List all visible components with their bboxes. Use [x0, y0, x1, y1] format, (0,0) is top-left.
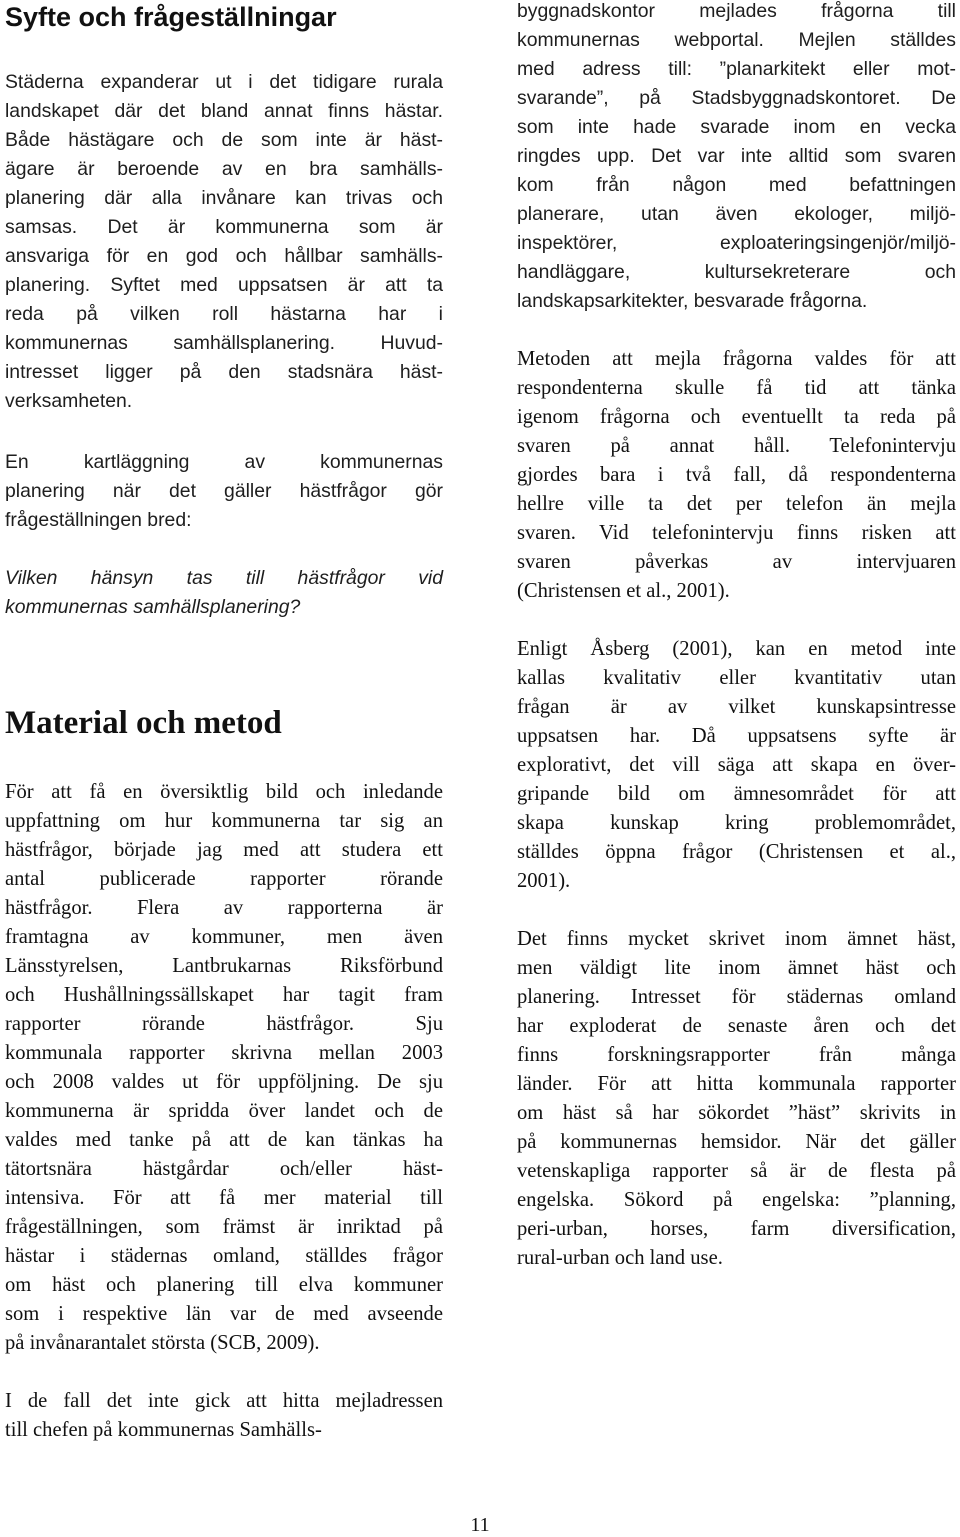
text-line: En kartläggning av kommunernas [5, 451, 443, 473]
text-line: peri-urban, horses, farm diversification, [517, 1218, 956, 1240]
text-line: på kommunernas hemsidor. När det gäller [517, 1131, 956, 1153]
text-line: hellre ville ta det per telefon än mejla [517, 493, 956, 515]
text-line: om häst så har sökordet ”häst” skrivits in [517, 1102, 956, 1124]
text-line: För att få en översiktlig bild och inledande [5, 781, 443, 803]
text-line: länder. För att hitta kommunala rapporter [517, 1073, 956, 1095]
text-line: respondenterna skulle få tid att tänka [517, 377, 956, 399]
text-line: handläggare, kultursekreterare och [517, 261, 956, 283]
text-line: planerare, utan även ekologer, miljö- [517, 203, 956, 225]
text-line: hästar i städernas omland, ställdes frågor [5, 1245, 443, 1267]
text-line: med adress till: ”planarkitekt eller mot- [517, 58, 956, 80]
text-line: svaren påverkas av intervjuaren [517, 551, 956, 573]
text-line: byggnadskontor mejlades frågorna till [517, 0, 956, 22]
text-line: (Christensen et al., 2001). [517, 580, 730, 602]
text-line: kommunernas samhällsplanering. Huvud- [5, 332, 443, 354]
text-line: intensiva. För att få mer material till [5, 1187, 443, 1209]
text-line: kommunernas webportal. Mejlen ställdes [517, 29, 956, 51]
text-line: har exploderat de senaste åren och det [517, 1015, 956, 1037]
text-line: planering. Syftet med uppsatsen är att ta [5, 274, 443, 296]
text-line: kommunerna är spridda över landet och de [5, 1100, 443, 1122]
text-line: rural-urban och land use. [517, 1247, 723, 1269]
paragraph-metoden [517, 345, 956, 606]
text-line: svaren. Vid telefonintervju finns risken att [517, 522, 956, 544]
text-line: engelska. Sökord på engelska: ”planning, [517, 1189, 956, 1211]
text-line: inspektörer, exploateringsingenjör/miljö- [517, 232, 956, 254]
text-line: ställdes öppna frågor (Christensen et al., [517, 841, 956, 863]
text-line: frågan är av vilket kunskapsintresse [517, 696, 956, 718]
page-number: 11 [470, 1514, 490, 1536]
text-line: ringdes upp. Det var inte alltid som svaren [517, 145, 956, 167]
text-line: Städerna expanderar ut i det tidigare rurala [5, 71, 443, 93]
text-line: Metoden att mejla frågorna valdes för att [517, 348, 956, 370]
text-line: planering när det gäller hästfrågor gör [5, 480, 443, 502]
text-line: ansvariga för en god och hållbar samhälls- [5, 245, 443, 267]
text-line: kommunala rapporter skrivna mellan 2003 [5, 1042, 443, 1064]
text-line: tätortsnära hästgårdar och/eller häst- [5, 1158, 443, 1180]
text-line: planering. Intresset för städernas omland [517, 986, 956, 1008]
heading-material-och-metod: Material och metod [5, 705, 282, 741]
text-line: igenom frågorna och eventuellt ta reda på [517, 406, 956, 428]
text-line: Vilken hänsyn tas till hästfrågor vid [5, 567, 443, 589]
text-line: vetenskapliga rapporter så är de flesta på [517, 1160, 956, 1182]
text-line: rapporter rörande hästfrågor. Sju [5, 1013, 443, 1035]
text-line: Enligt Åsberg (2001), kan en metod inte [517, 638, 956, 660]
text-line: till chefen på kommunernas Samhälls- [5, 1419, 322, 1441]
text-line: gjordes bara i två fall, då respondenterna [517, 464, 956, 486]
text-line: hästfrågor. Flera av rapporterna är [5, 897, 443, 919]
text-line: verksamheten. [5, 390, 133, 412]
text-line: kallas kvalitativ eller kvantitativ utan [517, 667, 956, 689]
text-line: kommunernas samhällsplanering? [5, 596, 301, 618]
text-line: intresset ligger på den stadsnära häst- [5, 361, 443, 383]
paragraph-kartlaggning [5, 448, 443, 535]
paragraph-asberg [517, 635, 956, 896]
text-line: skapa kunskap kring problemområdet, [517, 812, 956, 834]
text-line: frågeställningen, som främst är inriktad på [5, 1216, 443, 1238]
text-line: reda på vilken roll hästarna har i [5, 303, 443, 325]
text-line: hästfrågor, började jag med att studera ett [5, 839, 443, 861]
text-line: ägare är beroende av en bra samhälls- [5, 158, 443, 180]
text-line: explorativt, det vill säga att skapa en över- [517, 754, 956, 776]
paragraph-mejladress [5, 1387, 443, 1445]
paragraph-research-question [5, 564, 443, 622]
text-line: framtagna av kommuner, men även [5, 926, 443, 948]
text-line: Både hästägare och de som inte är häst- [5, 129, 443, 151]
paragraph-webportal [517, 0, 956, 316]
text-line: uppsatsen har. Då uppsatsens syfte är [517, 725, 956, 747]
text-line: Det finns mycket skrivet inom ämnet häst, [517, 928, 956, 950]
text-line: som i respektive län var de med avseende [5, 1303, 443, 1325]
paragraph-det-finns [517, 925, 956, 1273]
text-line: samsas. Det är kommunerna som är [5, 216, 443, 238]
text-line: I de fall det inte gick att hitta mejladressen [5, 1390, 443, 1412]
text-line: finns forskningsrapporter från många [517, 1044, 956, 1066]
text-line: Länsstyrelsen, Lantbrukarnas Riksförbund [5, 955, 443, 977]
text-line: och 2008 valdes ut för uppföljning. De sju [5, 1071, 443, 1093]
text-line: som inte hade svarade inom en vecka [517, 116, 956, 138]
heading-syfte: Syfte och frågeställningar [5, 2, 337, 32]
text-line: på invånarantalet största (SCB, 2009). [5, 1332, 320, 1354]
text-line: landskapet där det bland annat finns hästar. [5, 100, 443, 122]
text-line: kom från någon med befattningen [517, 174, 956, 196]
text-line: 2001). [517, 870, 571, 892]
text-line: och Hushållningssällskapet har tagit fram [5, 984, 443, 1006]
paragraph-syfte-intro [5, 68, 443, 416]
text-line: uppfattning om hur kommunerna tar sig an [5, 810, 443, 832]
text-line: men väldigt lite inom ämnet häst och [517, 957, 956, 979]
text-line: om häst och planering till elva kommuner [5, 1274, 443, 1296]
paragraph-material-metod [5, 778, 443, 1358]
text-line: svarande”, på Stadsbyggnadskontoret. De [517, 87, 956, 109]
text-line: planering där alla invånare kan trivas och [5, 187, 443, 209]
text-line: svaren på annat håll. Telefonintervju [517, 435, 956, 457]
text-line: landskapsarkitekter, besvarade frågorna. [517, 290, 868, 312]
text-line: antal publicerade rapporter rörande [5, 868, 443, 890]
text-line: frågeställningen bred: [5, 509, 192, 531]
text-line: gripande bild om ämnesområdet för att [517, 783, 956, 805]
text-line: valdes med tanke på att de kan tänkas ha [5, 1129, 443, 1151]
